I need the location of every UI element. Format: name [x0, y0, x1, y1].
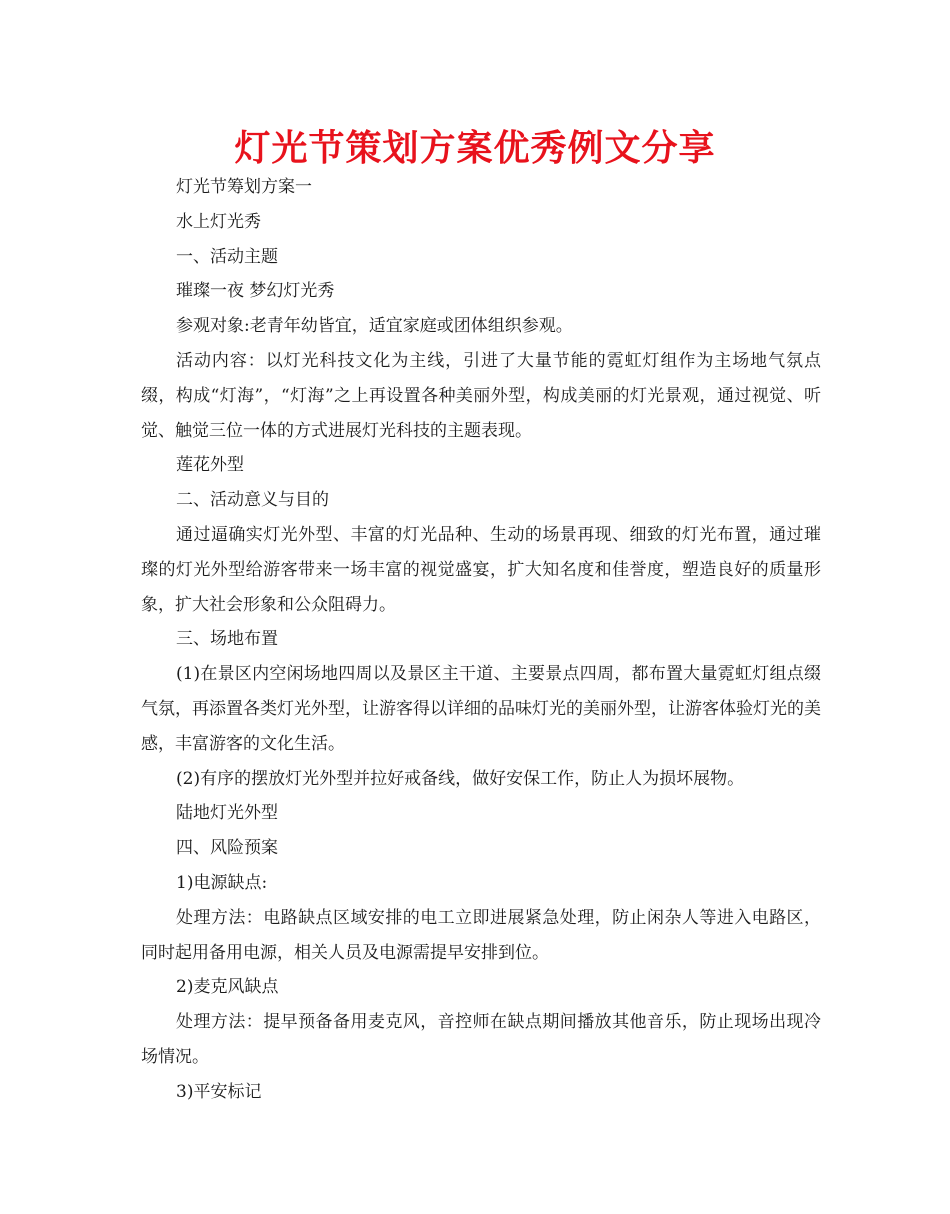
paragraph: 陆地灯光外型	[176, 803, 278, 824]
paragraph: 3)平安标记	[176, 1081, 262, 1102]
section-heading: 一、活动主题	[176, 246, 278, 267]
paragraph: 处理方法：提早预备备用麦克风，音控师在缺点期间播放其他音乐，防止现场出现冷场情况。	[141, 1012, 821, 1067]
paragraph: 水上灯光秀	[176, 211, 261, 232]
paragraph: 莲花外型	[176, 455, 244, 476]
paragraph: 参观对象:老青年幼皆宜，适宜家庭或团体组织参观。	[176, 316, 573, 337]
paragraph: 处理方法：电路缺点区域安排的电工立即进展紧急处理，防止闲杂人等进入电路区，同时起用备用电源，相关人员及电源需提早安排到位。	[141, 907, 821, 963]
section-heading: 二、活动意义与目的	[176, 490, 329, 511]
paragraph: 1)电源缺点:	[176, 872, 268, 893]
document-title: 灯光节策划方案优秀例文分享	[234, 128, 716, 169]
paragraph: (1)在景区内空闲场地四周以及景区主干道、主要景点四周，都布置大量霓虹灯组点缀气氛，再添置各类灯光外型，让游客得以详细的品味灯光的美丽外型，让游客体验灯光的美感，丰富游客的文化生活。	[141, 664, 821, 754]
paragraph: 通过逼确实灯光外型、丰富的灯光品种、生动的场景再现、细致的灯光布置，通过璀璨的灯光外型给游客带来一场丰富的视觉盛宴，扩大知名度和佳誉度，塑造良好的质量形象，扩大社会形象和公众阻碍力。	[141, 524, 821, 615]
paragraph: (2)有序的摆放灯光外型并拉好戒备线，做好安保工作，防止人为损坏展物。	[176, 768, 745, 789]
paragraph: 璀璨一夜 梦幻灯光秀	[176, 281, 335, 302]
section-heading: 四、风险预案	[176, 838, 278, 859]
paragraph: 2)麦克风缺点	[176, 977, 279, 998]
paragraph: 灯光节筹划方案一	[176, 177, 312, 197]
section-heading: 三、场地布置	[176, 629, 278, 650]
document-body	[141, 170, 821, 1110]
paragraph: 活动内容：以灯光科技文化为主线，引进了大量节能的霓虹灯组作为主场地气氛点缀，构成“灯海”，“灯海”之上再设置各种美丽外型，构成美丽的灯光景观，通过视觉、听觉、触觉三位一体的方式进展灯光科技的主题表现。	[141, 350, 821, 441]
